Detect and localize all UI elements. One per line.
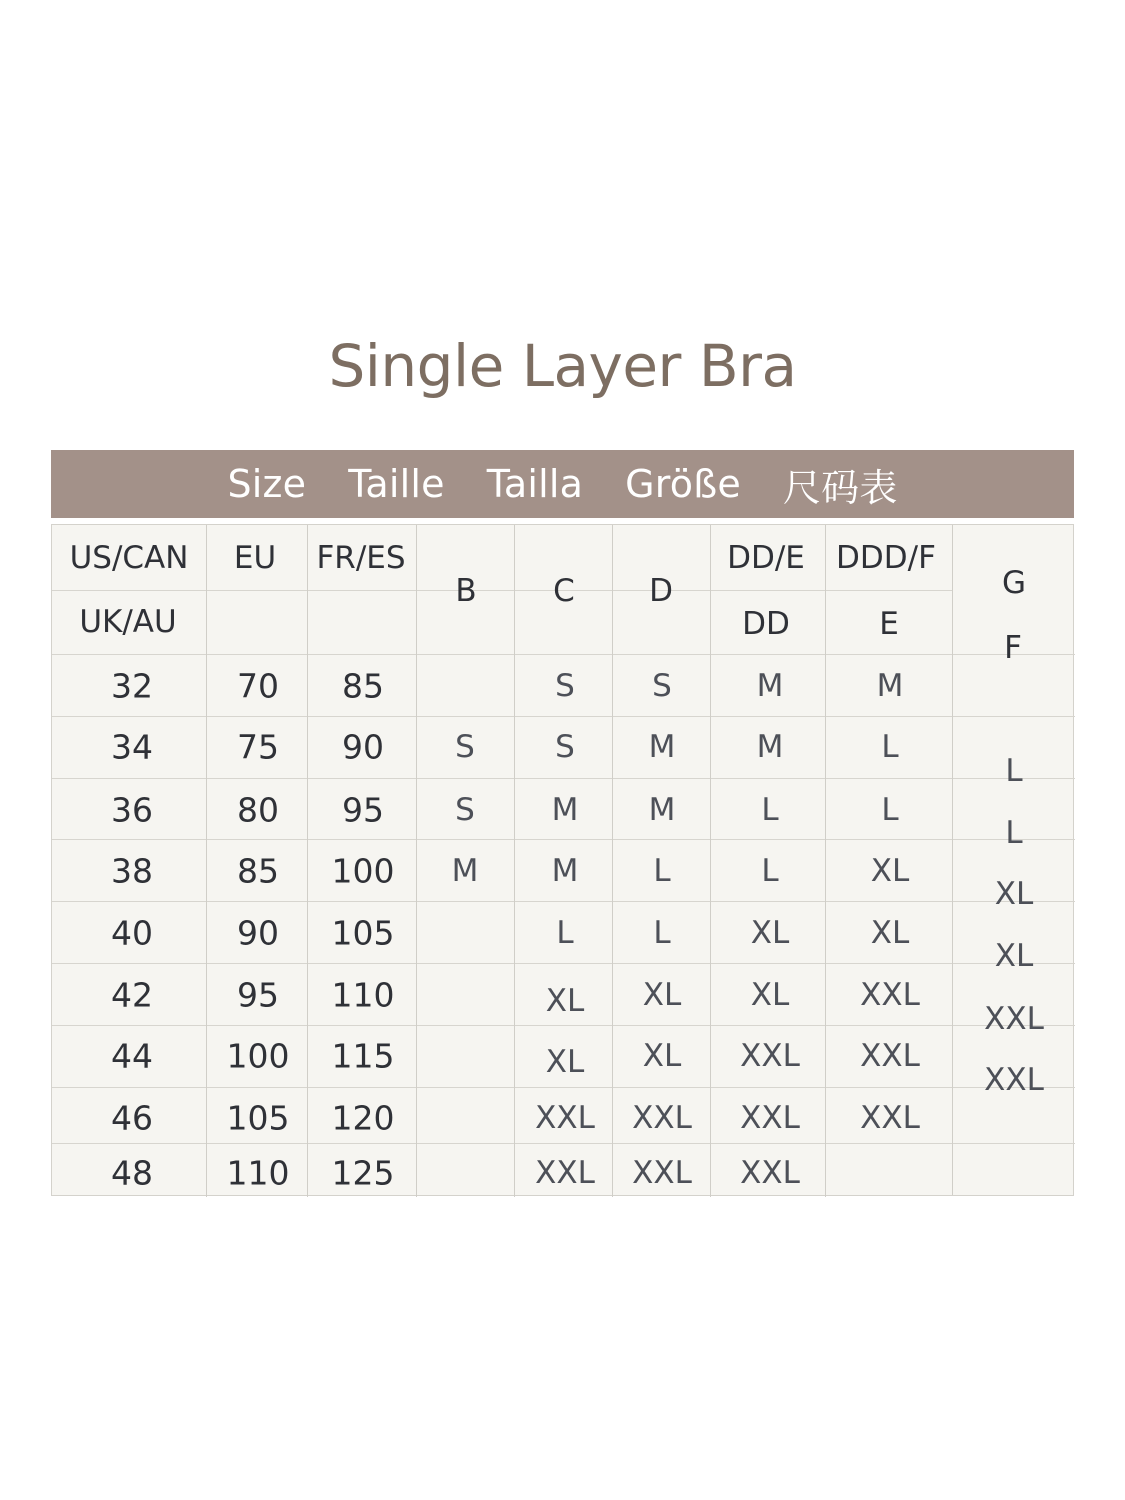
cup-d-size-cell: M: [648, 792, 676, 828]
cup-d-size-cell: XL: [642, 977, 682, 1013]
header-cup-ddd-f: DDD/F: [836, 540, 936, 576]
fr-es-size-cell: 115: [331, 1036, 395, 1076]
header-cup-b: B: [455, 573, 477, 609]
cup-c-size-cell: M: [551, 792, 579, 828]
header-cup-g: G: [1001, 565, 1027, 601]
cup-g-size-cell: L: [1005, 815, 1023, 851]
us-size-cell: 40: [111, 913, 153, 953]
banner-label-size: Size: [227, 462, 307, 506]
us-size-cell: 42: [111, 975, 153, 1015]
cup-d-size-cell: S: [652, 668, 672, 704]
cup-ddd-f-size-cell: XXL: [860, 1100, 920, 1136]
cup-d-size-cell: M: [648, 729, 676, 765]
us-size-cell: 34: [111, 727, 153, 767]
cup-g-size-cell: XL: [994, 938, 1034, 974]
us-size-cell: 38: [111, 851, 153, 891]
grid-line: [52, 590, 952, 591]
header-fr-es: FR/ES: [316, 540, 406, 576]
header-uk-au: UK/AU: [79, 604, 177, 640]
header-cup-dd-e: DD/E: [727, 540, 805, 576]
cup-c-size-cell: S: [555, 668, 575, 704]
banner-label-chinese: 尺码表: [782, 465, 898, 510]
cup-c-size-cell: XXL: [535, 1100, 595, 1136]
cup-dd-e-size-cell: M: [756, 668, 784, 704]
cup-ddd-f-size-cell: XXL: [860, 977, 920, 1013]
header-cup-d: D: [649, 573, 673, 609]
grid-line: [514, 525, 515, 1197]
grid-line: [710, 525, 711, 1197]
eu-size-cell: 100: [226, 1036, 290, 1076]
fr-es-size-cell: 85: [342, 666, 384, 706]
us-size-cell: 44: [111, 1036, 153, 1076]
cup-c-size-cell: M: [551, 853, 579, 889]
page-title: Single Layer Bra: [328, 332, 797, 400]
banner-label-grosse: Größe: [625, 462, 741, 506]
cup-c-size-cell: XL: [545, 983, 585, 1019]
us-size-cell: 32: [111, 666, 153, 706]
cup-b-size-cell: S: [455, 729, 475, 765]
banner-label-tailla: Tailla: [486, 462, 584, 506]
cup-dd-e-size-cell: L: [761, 853, 779, 889]
fr-es-size-cell: 90: [342, 727, 384, 767]
cup-c-size-cell: L: [556, 915, 574, 951]
cup-dd-e-size-cell: M: [756, 729, 784, 765]
size-banner: [51, 450, 1074, 518]
grid-line: [307, 525, 308, 1197]
cup-dd-e-size-cell: XL: [750, 977, 790, 1013]
header-cup-c: C: [553, 573, 575, 609]
eu-size-cell: 75: [237, 727, 279, 767]
grid-line: [952, 525, 953, 1195]
cup-dd-e-size-cell: XXL: [740, 1100, 800, 1136]
cup-g-size-cell: XXL: [984, 1001, 1044, 1037]
header-cup-dd-uk: DD: [742, 606, 790, 642]
us-size-cell: 48: [111, 1153, 153, 1193]
header-cup-f-uk: F: [1004, 630, 1022, 666]
cup-g-size-cell: L: [1005, 753, 1023, 789]
eu-size-cell: 90: [237, 913, 279, 953]
banner-label-taille: Taille: [348, 462, 445, 506]
cup-c-size-cell: XXL: [535, 1155, 595, 1191]
eu-size-cell: 80: [237, 790, 279, 830]
cup-ddd-f-size-cell: M: [876, 668, 904, 704]
grid-line: [612, 525, 613, 1197]
fr-es-size-cell: 125: [331, 1153, 395, 1193]
cup-d-size-cell: XXL: [632, 1100, 692, 1136]
eu-size-cell: 95: [237, 975, 279, 1015]
eu-size-cell: 105: [226, 1098, 290, 1138]
cup-d-size-cell: L: [653, 853, 671, 889]
cup-d-size-cell: XL: [642, 1038, 682, 1074]
cup-b-size-cell: M: [451, 853, 479, 889]
cup-ddd-f-size-cell: XL: [870, 915, 910, 951]
eu-size-cell: 70: [237, 666, 279, 706]
cup-g-size-cell: XXL: [984, 1062, 1044, 1098]
fr-es-size-cell: 110: [331, 975, 395, 1015]
cup-dd-e-size-cell: XXL: [740, 1038, 800, 1074]
grid-line: [206, 525, 207, 1197]
cup-dd-e-size-cell: XL: [750, 915, 790, 951]
size-chart-table: [51, 524, 1074, 1196]
cup-dd-e-size-cell: L: [761, 792, 779, 828]
cup-dd-e-size-cell: XXL: [740, 1155, 800, 1191]
cup-b-size-cell: S: [455, 792, 475, 828]
cup-ddd-f-size-cell: XL: [870, 853, 910, 889]
cup-c-size-cell: S: [555, 729, 575, 765]
fr-es-size-cell: 120: [331, 1098, 395, 1138]
header-eu: EU: [233, 540, 277, 576]
cup-ddd-f-size-cell: XXL: [860, 1038, 920, 1074]
cup-d-size-cell: XXL: [632, 1155, 692, 1191]
us-size-cell: 36: [111, 790, 153, 830]
header-us-can: US/CAN: [69, 540, 189, 576]
cup-ddd-f-size-cell: L: [881, 729, 899, 765]
cup-g-size-cell: XL: [994, 876, 1034, 912]
grid-line: [825, 525, 826, 1197]
cup-c-size-cell: XL: [545, 1044, 585, 1080]
fr-es-size-cell: 100: [331, 851, 395, 891]
us-size-cell: 46: [111, 1098, 153, 1138]
header-cup-e-uk: E: [879, 606, 899, 642]
cup-ddd-f-size-cell: L: [881, 792, 899, 828]
cup-d-size-cell: L: [653, 915, 671, 951]
grid-line: [416, 525, 417, 1197]
fr-es-size-cell: 95: [342, 790, 384, 830]
eu-size-cell: 110: [226, 1153, 290, 1193]
eu-size-cell: 85: [237, 851, 279, 891]
fr-es-size-cell: 105: [331, 913, 395, 953]
